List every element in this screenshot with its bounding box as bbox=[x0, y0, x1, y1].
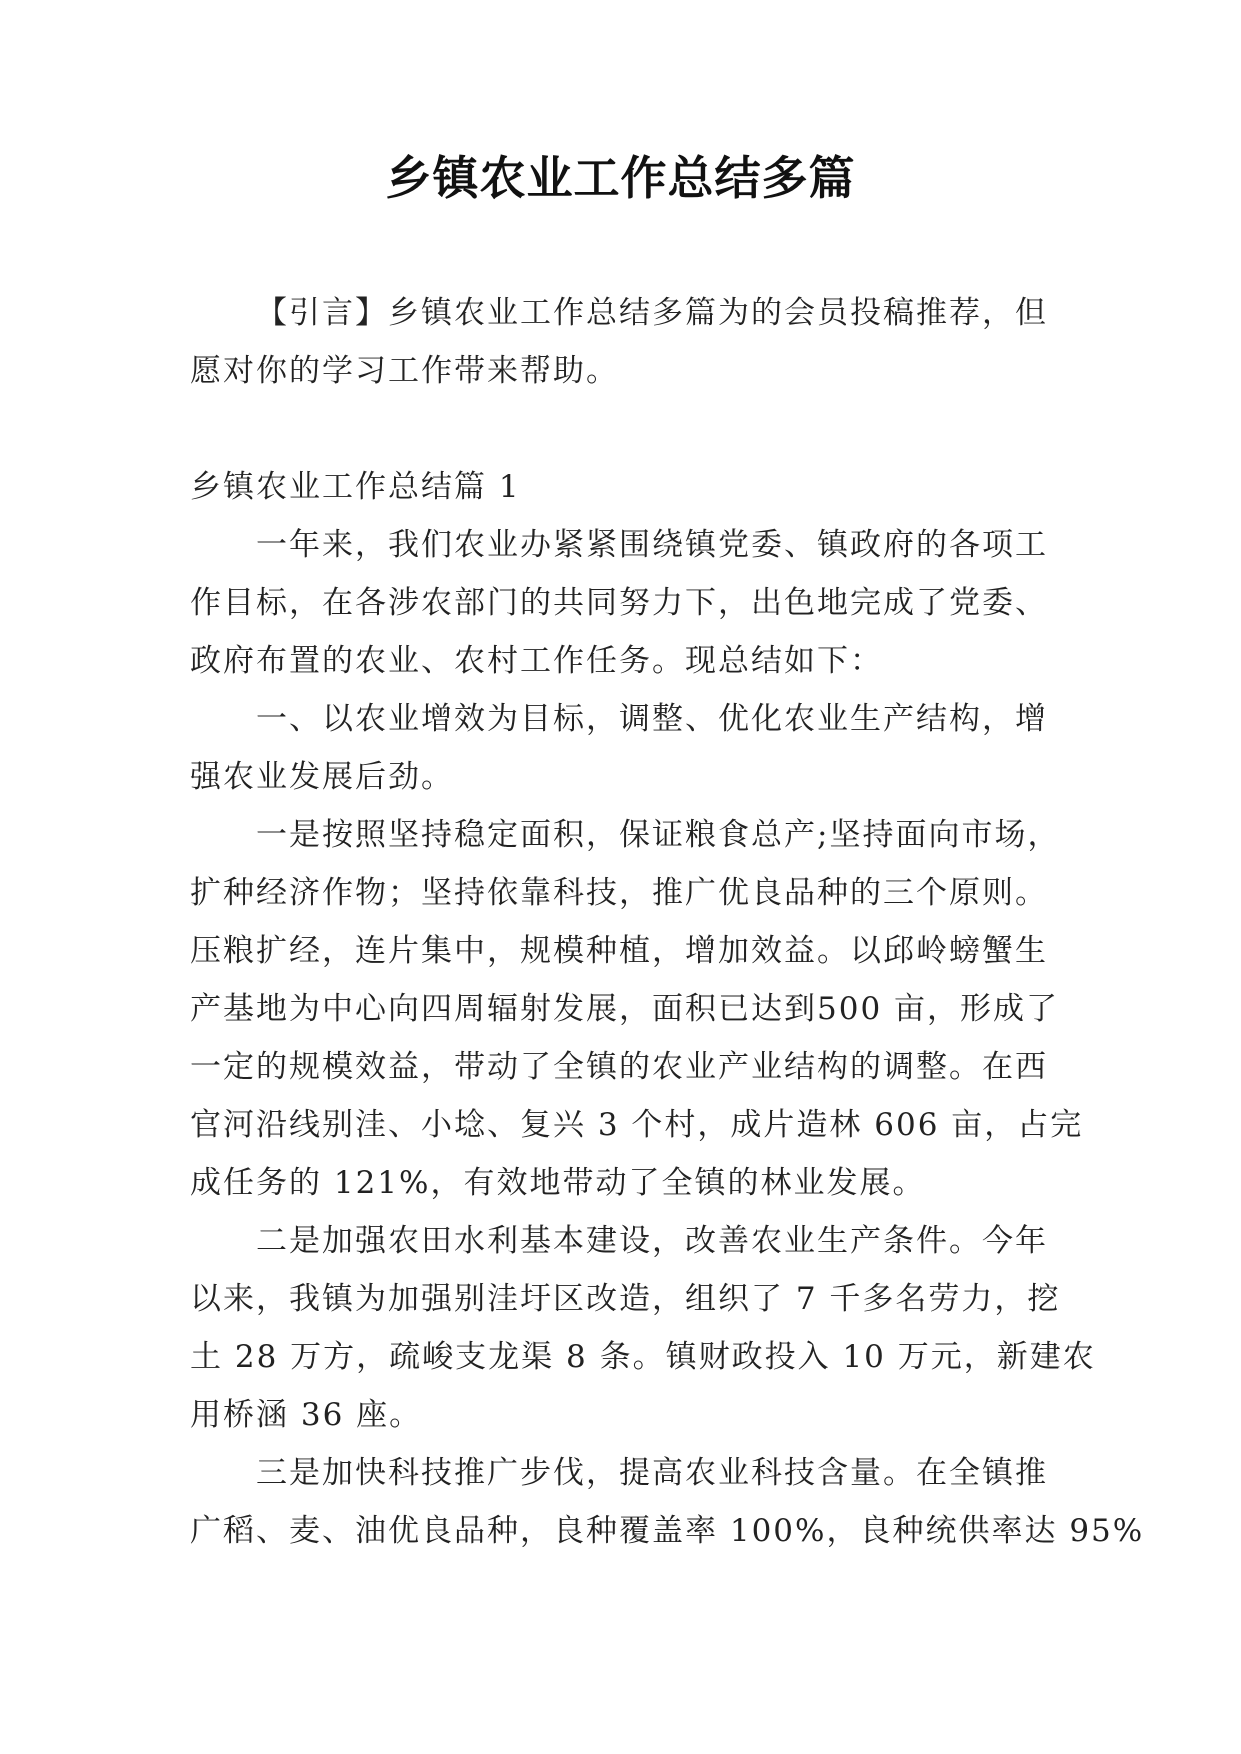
paragraph bbox=[190, 806, 1084, 1212]
paragraph-line: 强农业发展后劲。 bbox=[190, 759, 454, 795]
paragraph bbox=[190, 690, 1052, 806]
paragraph bbox=[190, 516, 1052, 690]
section-heading: 乡镇农业工作总结篇 1 bbox=[190, 469, 521, 505]
paragraph-line: 二是加强农田水利基本建设，改善农业生产条件。今年 bbox=[256, 1223, 1048, 1259]
document-body bbox=[190, 284, 1145, 1560]
paragraph-line: 压粮扩经，连片集中，规模种植，增加效益。以邱岭螃蟹生 bbox=[190, 933, 1048, 969]
paragraph-line: 土 28 万方，疏峻支龙渠 8 条。镇财政投入 10 万元，新建农 bbox=[190, 1339, 1096, 1375]
intro-paragraph bbox=[190, 284, 1052, 400]
paragraph-line: 一是按照坚持稳定面积，保证粮食总产;坚持面向市场， bbox=[256, 817, 1061, 853]
paragraph bbox=[190, 1212, 1096, 1444]
paragraph-line: 以来，我镇为加强别洼圩区改造，组织了 7 千多名劳力，挖 bbox=[190, 1281, 1061, 1317]
paragraph-line: 用桥涵 36 座。 bbox=[190, 1397, 423, 1433]
paragraph-line: 一年来，我们农业办紧紧围绕镇党委、镇政府的各项工 bbox=[256, 527, 1048, 563]
document-title: 乡镇农业工作总结多篇 bbox=[385, 151, 856, 205]
paragraph-line: 成任务的 121%，有效地带动了全镇的林业发展。 bbox=[190, 1165, 926, 1201]
paragraph-line: 广稻、麦、油优良品种，良种覆盖率 100%，良种统供率达 95% bbox=[190, 1513, 1145, 1549]
paragraph-line: 作目标，在各涉农部门的共同努力下，出色地完成了党委、 bbox=[190, 585, 1048, 621]
paragraph-line: 一、以农业增效为目标，调整、优化农业生产结构，增 bbox=[256, 701, 1048, 737]
intro-line: 愿对你的学习工作带来帮助。 bbox=[190, 353, 619, 389]
paragraph-line: 政府布置的农业、农村工作任务。现总结如下： bbox=[190, 643, 883, 679]
paragraph-line: 产基地为中心向四周辐射发展，面积已达到500 亩，形成了 bbox=[190, 991, 1060, 1027]
paragraph-line: 一定的规模效益，带动了全镇的农业产业结构的调整。在西 bbox=[190, 1049, 1048, 1085]
paragraph-line: 三是加快科技推广步伐，提高农业科技含量。在全镇推 bbox=[256, 1455, 1048, 1491]
intro-line: 【引言】乡镇农业工作总结多篇为的会员投稿推荐，但 bbox=[256, 295, 1048, 331]
paragraph bbox=[190, 1444, 1145, 1560]
paragraph-line: 扩种经济作物；坚持依靠科技，推广优良品种的三个原则。 bbox=[190, 875, 1048, 911]
paragraph-line: 官河沿线别洼、小埝、复兴 3 个村，成片造林 606 亩，占完 bbox=[190, 1107, 1084, 1143]
blank-line bbox=[190, 400, 1052, 458]
